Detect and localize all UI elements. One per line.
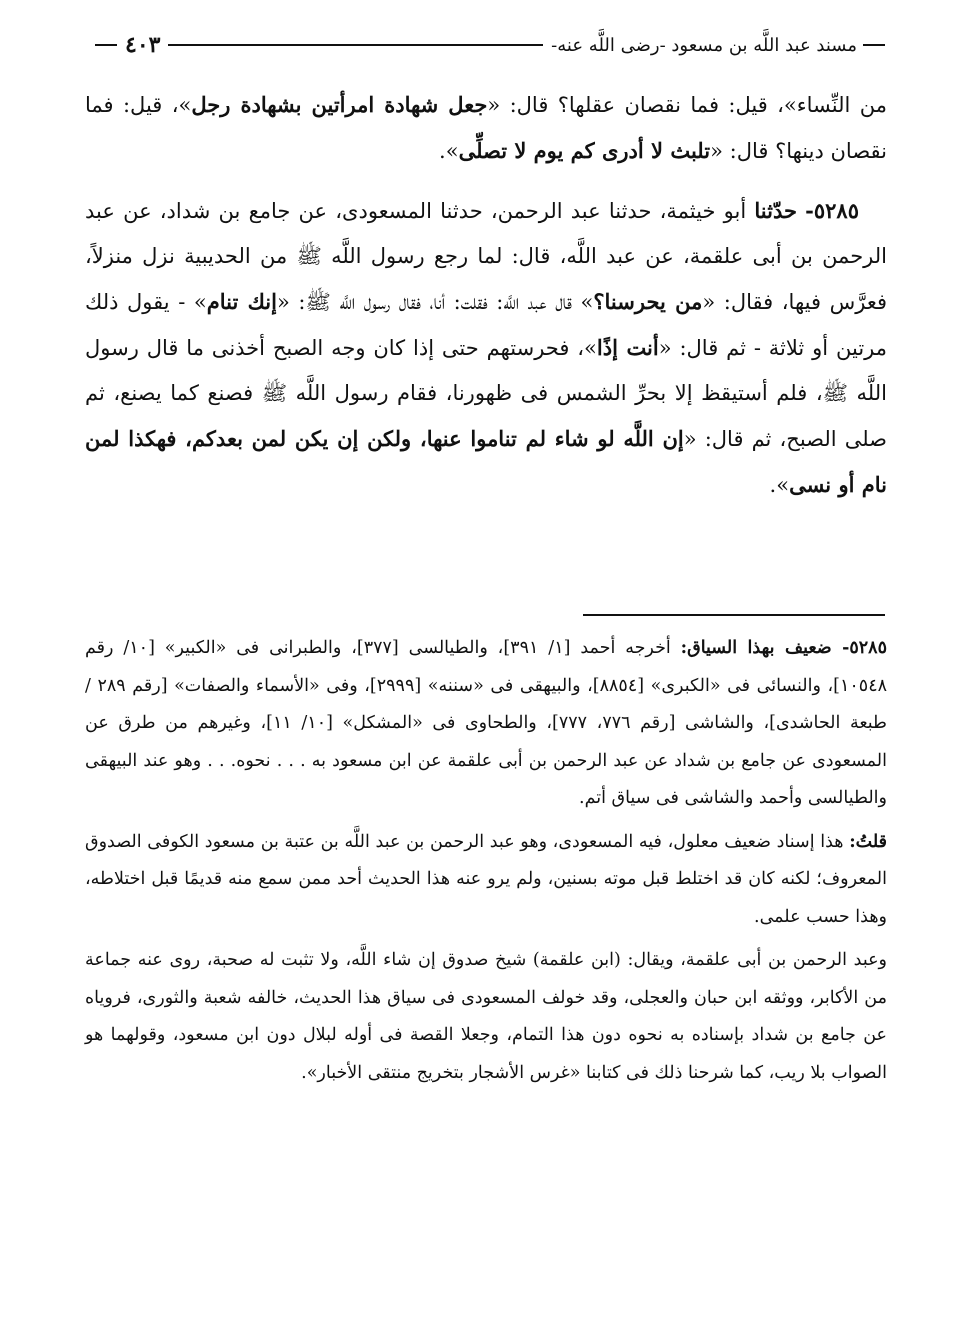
footnote-heading: ٥٢٨٥- ضعيف بهذا السياق: — [680, 638, 887, 658]
text-run: »، قيل: فما نقصان دينها؟ قال: « — [85, 93, 887, 163]
main-text — [85, 82, 887, 508]
text-run: من النِّساء»، قيل: فما نقصان عقلها؟ قال: « — [487, 93, 888, 117]
paragraph-continuation — [85, 82, 887, 174]
header-rule — [168, 44, 543, 46]
hadith-quote: أنت إذًا — [596, 335, 659, 360]
footnote-heading: قلتُ: — [849, 831, 887, 852]
footnote-text: هذا إسناد ضعيف معلول، فيه المسعودى، وهو عبد الرحمن بن عبد اللَّه بن عتبة بن مسعود الكوفى الصدوق المعروف؛ لكنه كان قد اختلط قبل موته بسنين، ولم يرو عنه هذا الحديث أحد ممن سمع منه قديمًا قبل اختلاطه، وهذا حسب علمى. — [85, 831, 887, 927]
text-run: » قال عبد اللَّه: فقلت: أنا، فقال رسول اللَّه ﷺ: « — [276, 290, 594, 314]
footnote-separator — [583, 614, 885, 616]
hadith-quote: من يحرسنا؟ — [593, 289, 703, 314]
footnote-text: أخرجه أحمد [١/ ٣٩١]، والطيالسى [٣٧٧]، والطبرانى فى «الكبير» [١٠/ رقم ١٠٥٤٨]، والنسائى فى «الكبرى» [٨٨٥٤]، والبيهقى فى «سننه» [٢٩٩٩]، وفى «الأسماء والصفات» [رقم ٢٨٩ / طبعة الحاشدى]، والشاشى [رقم ٧٧٦، ٧٧٧]، والطحاوى فى «المشكل» [١٠/ ١١]، وغيرهم من طرق عن المسعودى عن جامع بن شداد عن عبد الرحمن بن أبى علقمة عن ابن مسعود به . . . نحوه. . . وهو عند البيهقى والطيالسى وأحمد والشاشى فى سياق أتم. — [85, 638, 887, 808]
footnotes — [85, 630, 887, 1092]
footnote-comment — [85, 824, 887, 937]
text-run: » - يقول ذلك مرتين أو ثلاثة - ثم قال: « — [85, 290, 887, 360]
text-run: أبو خيثمة، حدثنا عبد الرحمن، حدثنا المسعودى، عن جامع بن شداد، عن عبد الرحمن بن أبى علقمة، عن عبد اللَّه، قال: لما رجع رسول اللَّه ﷺ من الحديبية نزل منزلاً، فعرَّس فيها، فقال: « — [85, 199, 887, 314]
page-number: ٤٠٣ — [125, 32, 161, 58]
page-header — [95, 28, 885, 62]
hadith-number: ٥٢٨٥- — [805, 198, 859, 223]
header-dash — [863, 44, 885, 46]
running-title: مسند عبد اللَّه بن مسعود -رضى اللَّه عنه- — [551, 34, 857, 56]
footnote-comment — [85, 942, 887, 1092]
footnote-text: وعبد الرحمن بن أبى علقمة، ويقال: (ابن علقمة) شيخ صدوق إن شاء اللَّه، ولا تثبت له صحبة، روى عنه جماعة من الأكابر، ووثقه ابن حبان والعجلى، وقد خولف المسعودى فى سياق هذا الحديث، خالفه شعبة والثورى، فروياه عن جامع بن شداد بإسناده به نحوه دون هذا التمام، وجعلا القصة فى أوله لبلال دون ابن مسعود، وقولهما هو الصواب بلا ريب، كما شرحنا ذلك فى كتابنا «غرس الأشجار بتخريج منتقى الأخبار». — [85, 950, 887, 1083]
text-run: ». — [769, 473, 790, 497]
header-dash — [95, 44, 117, 46]
hadith-quote: تلبث لا أدرى كم يوم لا تصلِّى — [458, 138, 711, 163]
hadith-quote: جعل شهادة امرأتين بشهادة رجل — [191, 92, 488, 117]
footnote-takhrij — [85, 630, 887, 818]
hadith-quote: إن اللَّه لو شاء لم تناموا عنها، ولكن إن يكن لمن بعدكم، فهكذا لمن نام أو نسى — [85, 426, 887, 497]
text-run: »، فحرستهم حتى إذا كان وجه الصبح أخذنى ما قال رسول اللَّه ﷺ، فلم أستيقظ إلا بحرِّ الشمس فى ظهورنا، فقام رسول اللَّه ﷺ فصنع كما يصنع، ثم صلى الصبح، ثم قال: « — [85, 336, 888, 451]
chain-start: حدّثنا — [754, 198, 797, 223]
text-run: ». — [439, 139, 459, 163]
hadith-quote: إنك تنام — [206, 289, 277, 314]
hadith-5285 — [85, 188, 887, 508]
